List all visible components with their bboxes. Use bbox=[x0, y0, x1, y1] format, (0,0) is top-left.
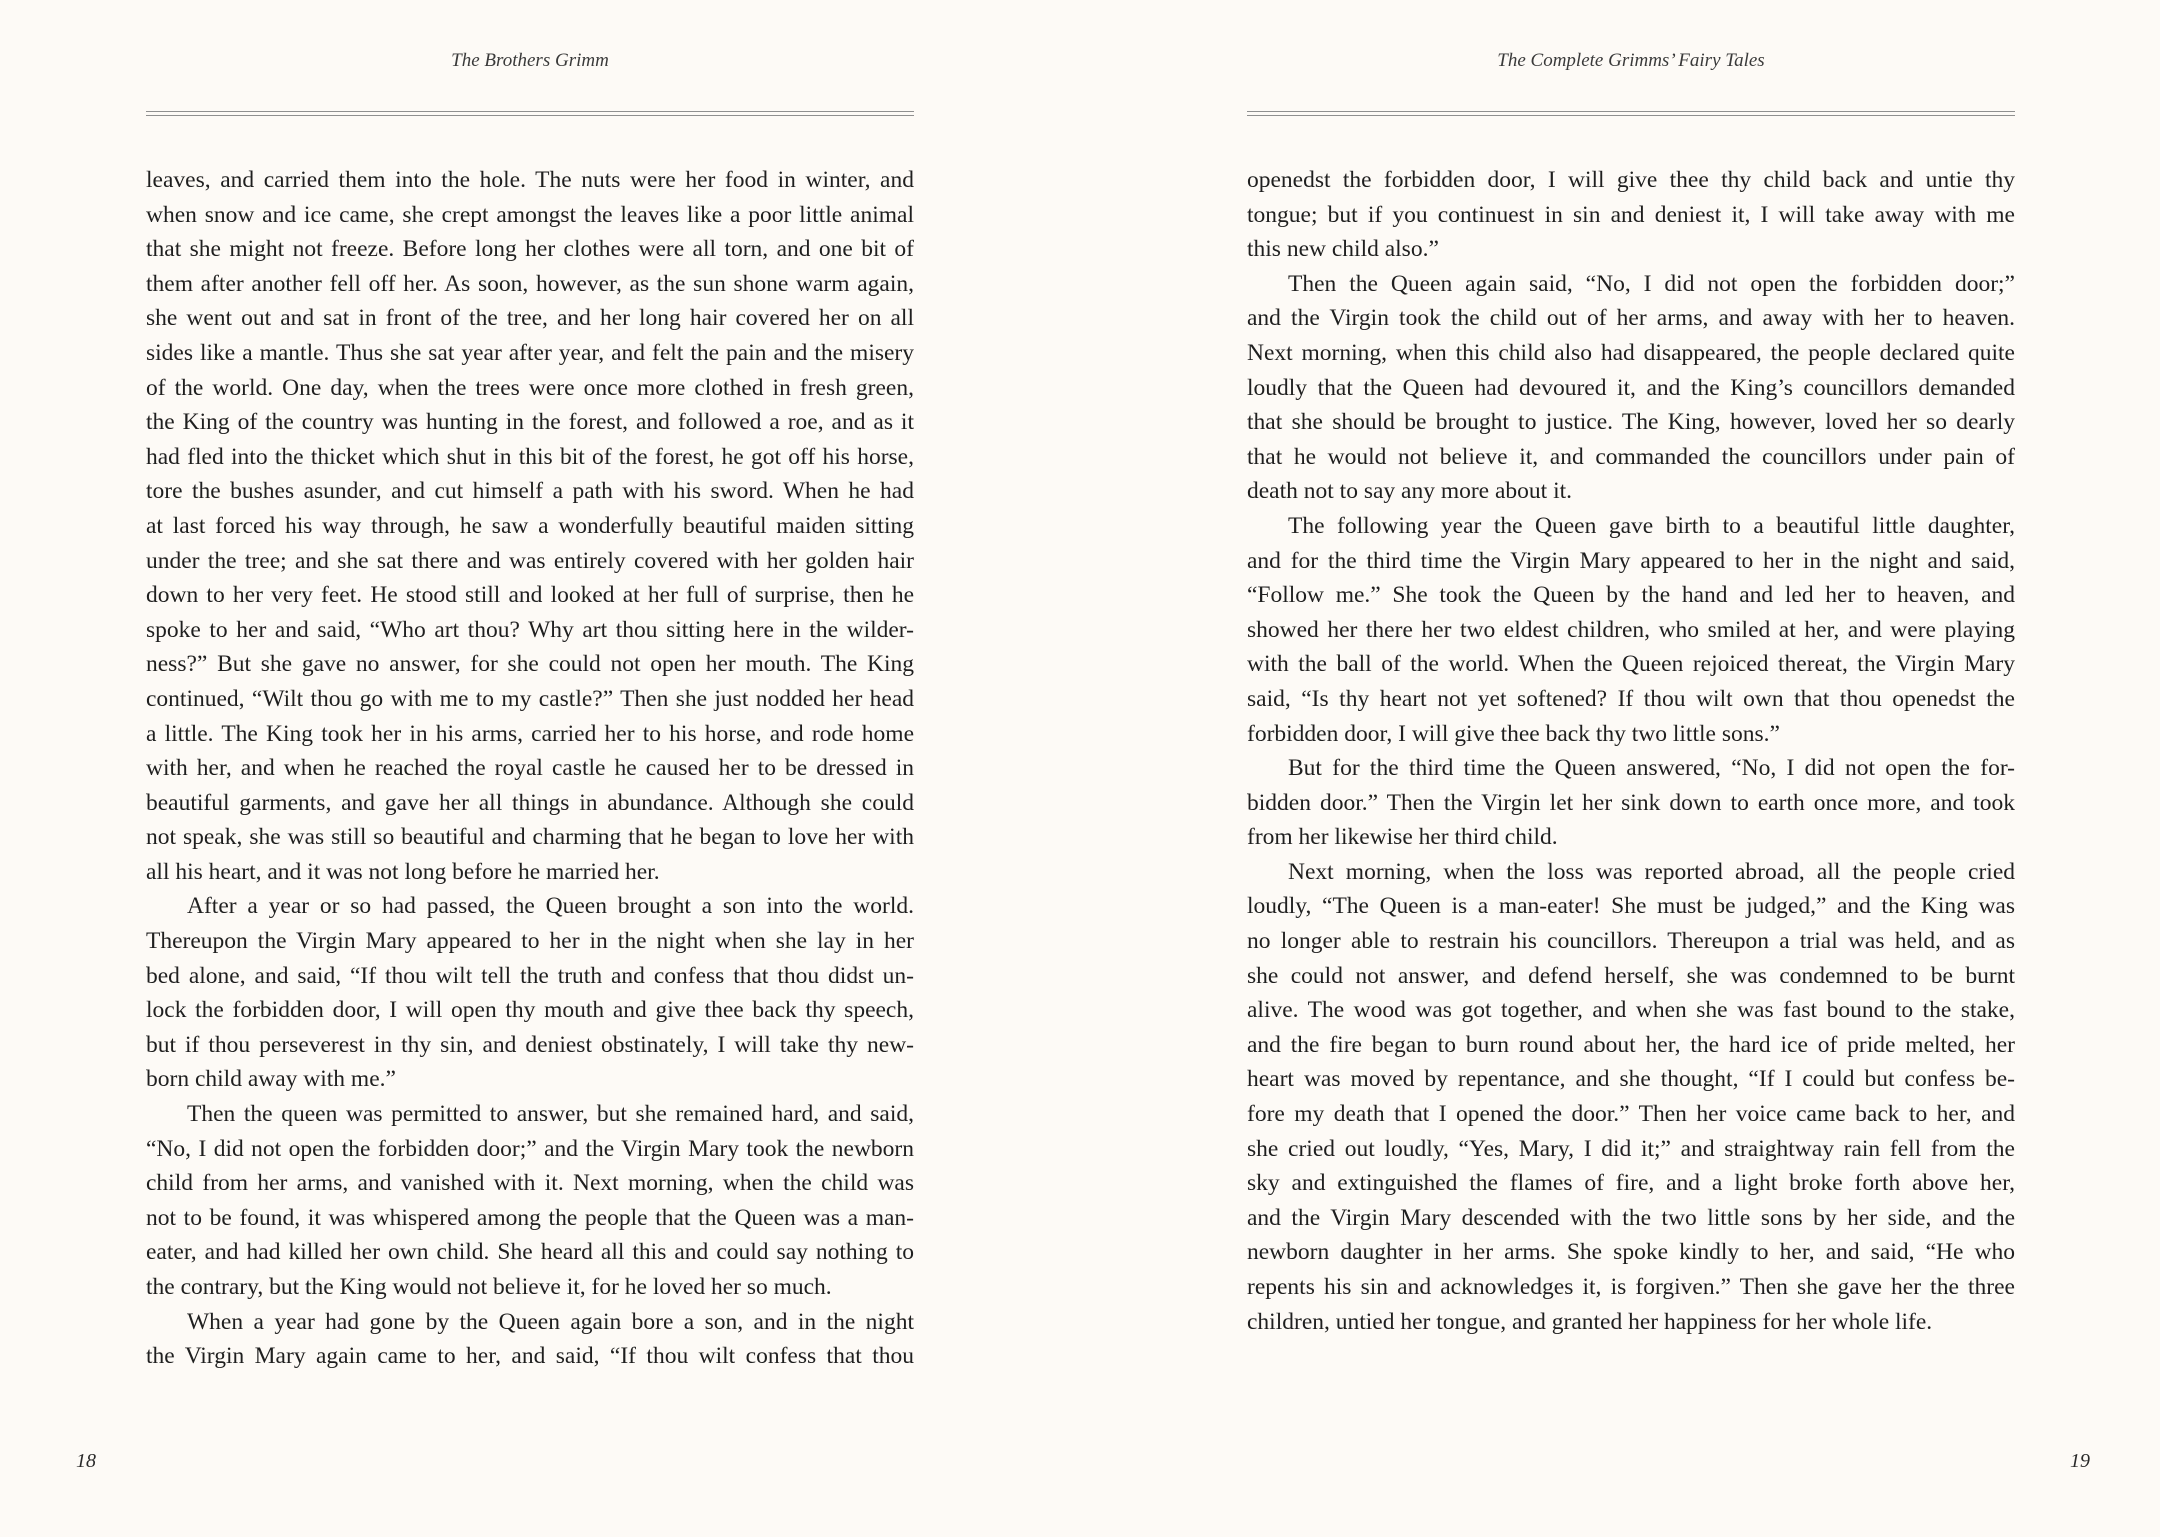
text-line: she went out and sat in front of the tree, and her long hair covered her on all bbox=[146, 305, 914, 332]
text-line: a little. The King took her in his arms, carried her to his horse, and rode home bbox=[146, 720, 914, 747]
text-line: showed her there her two eldest children, who smiled at her, and were playing bbox=[1247, 616, 2015, 643]
text-line: newborn daughter in her arms. She spoke kindly to her, and said, “He who bbox=[1247, 1239, 2015, 1266]
text-line: After a year or so had passed, the Queen brought a son into the world. bbox=[187, 893, 914, 920]
page-number-right: 19 bbox=[2070, 1450, 2090, 1472]
text-line: loudly, “The Queen is a man-eater! She must be judged,” and the King was bbox=[1247, 893, 2015, 920]
text-line: forbidden door, I will give thee back thy two little sons.” bbox=[1247, 720, 1780, 747]
text-line: leaves, and carried them into the hole. The nuts were her food in winter, and bbox=[146, 167, 914, 193]
text-line: alive. The wood was got together, and when she was fast bound to the stake, bbox=[1247, 997, 2015, 1024]
text-line: Then the Queen again said, “No, I did not open the forbidden door;” bbox=[1288, 270, 2015, 297]
text-line: and the Virgin took the child out of her arms, and away with her to heaven. bbox=[1247, 305, 2015, 332]
running-head-left: The Brothers Grimm bbox=[451, 50, 609, 71]
text-line: from her likewise her third child. bbox=[1247, 824, 1558, 851]
text-line: heart was moved by repentance, and she thought, “If I could but confess be- bbox=[1247, 1066, 2015, 1093]
text-line: the contrary, but the King would not believe it, for he loved her so much. bbox=[146, 1274, 832, 1300]
text-line: eater, and had killed her own child. She heard all this and could say nothing to bbox=[146, 1239, 914, 1266]
text-line: not speak, she was still so beautiful and charming that he began to love her with bbox=[146, 824, 914, 851]
text-line: openedst the forbidden door, I will give thee thy child back and untie thy bbox=[1247, 167, 2015, 193]
text-line: when snow and ice came, she crept amongst the leaves like a poor little animal bbox=[146, 201, 914, 228]
text-line: bed alone, and said, “If thou wilt tell the truth and confess that thou didst un- bbox=[146, 962, 914, 989]
text-line: not to be found, it was whispered among the people that the Queen was a man- bbox=[146, 1204, 914, 1231]
text-line: down to her very feet. He stood still and looked at her full of surprise, then he bbox=[146, 582, 914, 609]
text-line: sides like a mantle. Thus she sat year after year, and felt the pain and the misery bbox=[146, 339, 914, 366]
text-line: children, untied her tongue, and granted her happiness for her whole life. bbox=[1247, 1308, 1933, 1335]
text-line: child from her arms, and vanished with it. Next morning, when the child was bbox=[146, 1170, 914, 1197]
text-line: tongue; but if you continuest in sin and deniest it, I will take away with me bbox=[1247, 201, 2015, 228]
page-number-left: 18 bbox=[76, 1450, 96, 1472]
text-line: Next morning, when this child also had disappeared, the people declared quite bbox=[1247, 339, 2015, 366]
text-line: she could not answer, and defend herself, she was condemned to be burnt bbox=[1247, 962, 2015, 989]
header-double-rule-right bbox=[1247, 111, 2015, 116]
text-line: “Follow me.” She took the Queen by the hand and led her to heaven, and bbox=[1247, 582, 2015, 609]
text-line: beautiful garments, and gave her all things in abundance. Although she could bbox=[146, 789, 914, 816]
text-line: loudly that the Queen had devoured it, and the King’s councillors demanded bbox=[1247, 374, 2015, 401]
text-line: that she should be brought to justice. The King, however, loved her so dearly bbox=[1247, 409, 2015, 436]
body-text-right bbox=[1247, 163, 2015, 1339]
text-line: When a year had gone by the Queen again bore a son, and in the night bbox=[187, 1308, 914, 1335]
text-line: with the ball of the world. When the Queen rejoiced thereat, the Virgin Mary bbox=[1247, 651, 2015, 678]
text-line: tore the bushes asunder, and cut himself a path with his sword. When he had bbox=[146, 478, 914, 505]
text-line: under the tree; and she sat there and was entirely covered with her golden hair bbox=[146, 547, 914, 574]
header-double-rule-left bbox=[146, 111, 914, 116]
text-line: but if thou perseverest in thy sin, and deniest obstinately, I will take thy new- bbox=[146, 1031, 914, 1058]
text-line: that she might not freeze. Before long her clothes were all torn, and one bit of bbox=[146, 236, 914, 263]
running-head-right: The Complete Grimms’ Fairy Tales bbox=[1497, 50, 1765, 71]
text-line: Thereupon the Virgin Mary appeared to her in the night when she lay in her bbox=[146, 928, 914, 955]
right-page bbox=[1080, 0, 2160, 1537]
text-line: born child away with me.” bbox=[146, 1066, 396, 1093]
text-line: fore my death that I opened the door.” Then her voice came back to her, and bbox=[1247, 1101, 2015, 1128]
text-line: sky and extinguished the flames of fire, and a light broke forth above her, bbox=[1247, 1170, 2015, 1197]
text-line: the King of the country was hunting in the forest, and followed a roe, and as it bbox=[146, 409, 914, 436]
text-line: the Virgin Mary again came to her, and said, “If thou wilt confess that thou bbox=[146, 1343, 914, 1370]
text-line: at last forced his way through, he saw a wonderfully beautiful maiden sitting bbox=[146, 512, 914, 539]
text-line: Then the queen was permitted to answer, but she remained hard, and said, bbox=[187, 1101, 914, 1128]
text-line: said, “Is thy heart not yet softened? If thou wilt own that thou openedst the bbox=[1247, 685, 2015, 712]
text-line: and for the third time the Virgin Mary appeared to her in the night and said, bbox=[1247, 547, 2015, 574]
text-line: had fled into the thicket which shut in this bit of the forest, he got off his horse, bbox=[146, 443, 914, 470]
text-line: “No, I did not open the forbidden door;” and the Virgin Mary took the newborn bbox=[146, 1135, 914, 1162]
body-text-left bbox=[146, 163, 914, 1374]
text-line: continued, “Wilt thou go with me to my castle?” Then she just nodded her head bbox=[146, 685, 914, 712]
text-line: them after another fell off her. As soon, however, as the sun shone warm again, bbox=[146, 270, 914, 297]
text-line: this new child also.” bbox=[1247, 236, 1439, 263]
text-line: spoke to her and said, “Who art thou? Why art thou sitting here in the wilder- bbox=[146, 616, 914, 643]
text-line: no longer able to restrain his councillors. Thereupon a trial was held, and as bbox=[1247, 928, 2015, 955]
text-line: that he would not believe it, and commanded the councillors under pain of bbox=[1247, 443, 2015, 470]
text-line: all his heart, and it was not long before he married her. bbox=[146, 858, 660, 885]
text-line: she cried out loudly, “Yes, Mary, I did it;” and straightway rain fell from the bbox=[1247, 1135, 2015, 1162]
text-line: of the world. One day, when the trees were once more clothed in fresh green, bbox=[146, 374, 914, 401]
text-line: with her, and when he reached the royal castle he caused her to be dressed in bbox=[146, 755, 914, 782]
text-line: lock the forbidden door, I will open thy mouth and give thee back thy speech, bbox=[146, 997, 914, 1024]
text-line: death not to say any more about it. bbox=[1247, 478, 1573, 505]
text-line: and the fire began to burn round about her, the hard ice of pride melted, her bbox=[1247, 1031, 2015, 1058]
text-line: repents his sin and acknowledges it, is forgiven.” Then she gave her the three bbox=[1247, 1274, 2015, 1300]
text-line: But for the third time the Queen answered, “No, I did not open the for- bbox=[1288, 755, 2015, 782]
text-line: ness?” But she gave no answer, for she could not open her mouth. The King bbox=[146, 651, 914, 678]
text-line: and the Virgin Mary descended with the two little sons by her side, and the bbox=[1247, 1204, 2015, 1231]
text-line: bidden door.” Then the Virgin let her sink down to earth once more, and took bbox=[1247, 789, 2015, 816]
text-line: Next morning, when the loss was reported abroad, all the people cried bbox=[1288, 858, 2015, 885]
text-line: The following year the Queen gave birth to a beautiful little daughter, bbox=[1288, 512, 2015, 539]
